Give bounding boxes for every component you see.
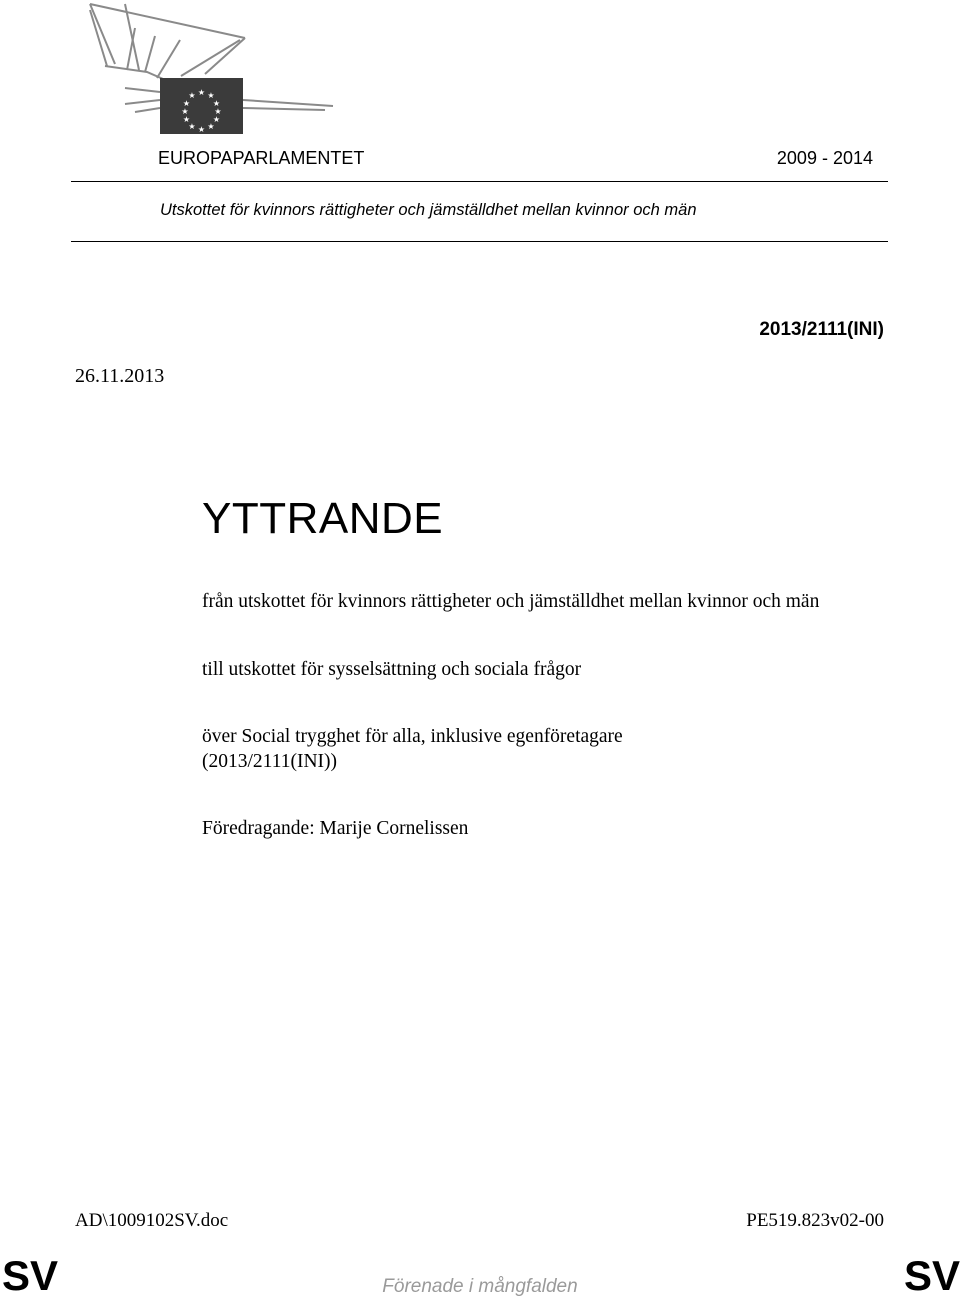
svg-text:★: ★ [188,122,196,131]
language-code-left: SV [2,1252,59,1299]
opinion-to-committee: till utskottet för sysselsättning och sociala frågor [202,659,582,680]
svg-text:★: ★ [182,115,191,124]
opinion-subject [202,724,623,774]
parliamentary-term: 2009 - 2014 [776,148,873,168]
opinion-from-committee: från utskottet för kvinnors rättigheter och jämställdhet mellan kvinnor och män [202,591,820,612]
header-divider-top [71,181,888,182]
eu-motto: Förenade i mångfalden [382,1276,578,1297]
organization-name: EUROPAPARLAMENTET [158,148,365,168]
svg-text:★: ★ [197,125,206,134]
european-parliament-logo-icon [85,0,335,140]
footer-filename: AD\1009102SV.doc [75,1210,229,1231]
footer-pe-number: PE519.823v02-00 [746,1210,884,1231]
committee-name: Utskottet för kvinnors rättigheter och jämställdhet mellan kvinnor och män [160,201,697,219]
document-date: 26.11.2013 [75,365,165,387]
subject-reference: (2013/2111(INI)) [202,751,338,772]
svg-text:★: ★ [207,122,215,131]
svg-text:★: ★ [212,115,221,124]
svg-text:★: ★ [181,107,189,116]
svg-text:★: ★ [214,107,222,116]
svg-text:★: ★ [207,91,215,100]
rapporteur: Föredragande: Marije Cornelissen [202,818,469,839]
procedure-reference: 2013/2111(INI) [759,319,884,340]
header-divider-bottom [71,241,888,242]
svg-text:★: ★ [212,99,221,108]
language-code-right: SV [903,1252,960,1299]
document-title: YTTRANDE [202,494,444,543]
svg-text:★: ★ [197,88,206,97]
svg-text:★: ★ [188,91,196,100]
subject-line: över Social trygghet för alla, inklusive egenföretagare [202,726,623,747]
svg-text:★: ★ [182,99,191,108]
